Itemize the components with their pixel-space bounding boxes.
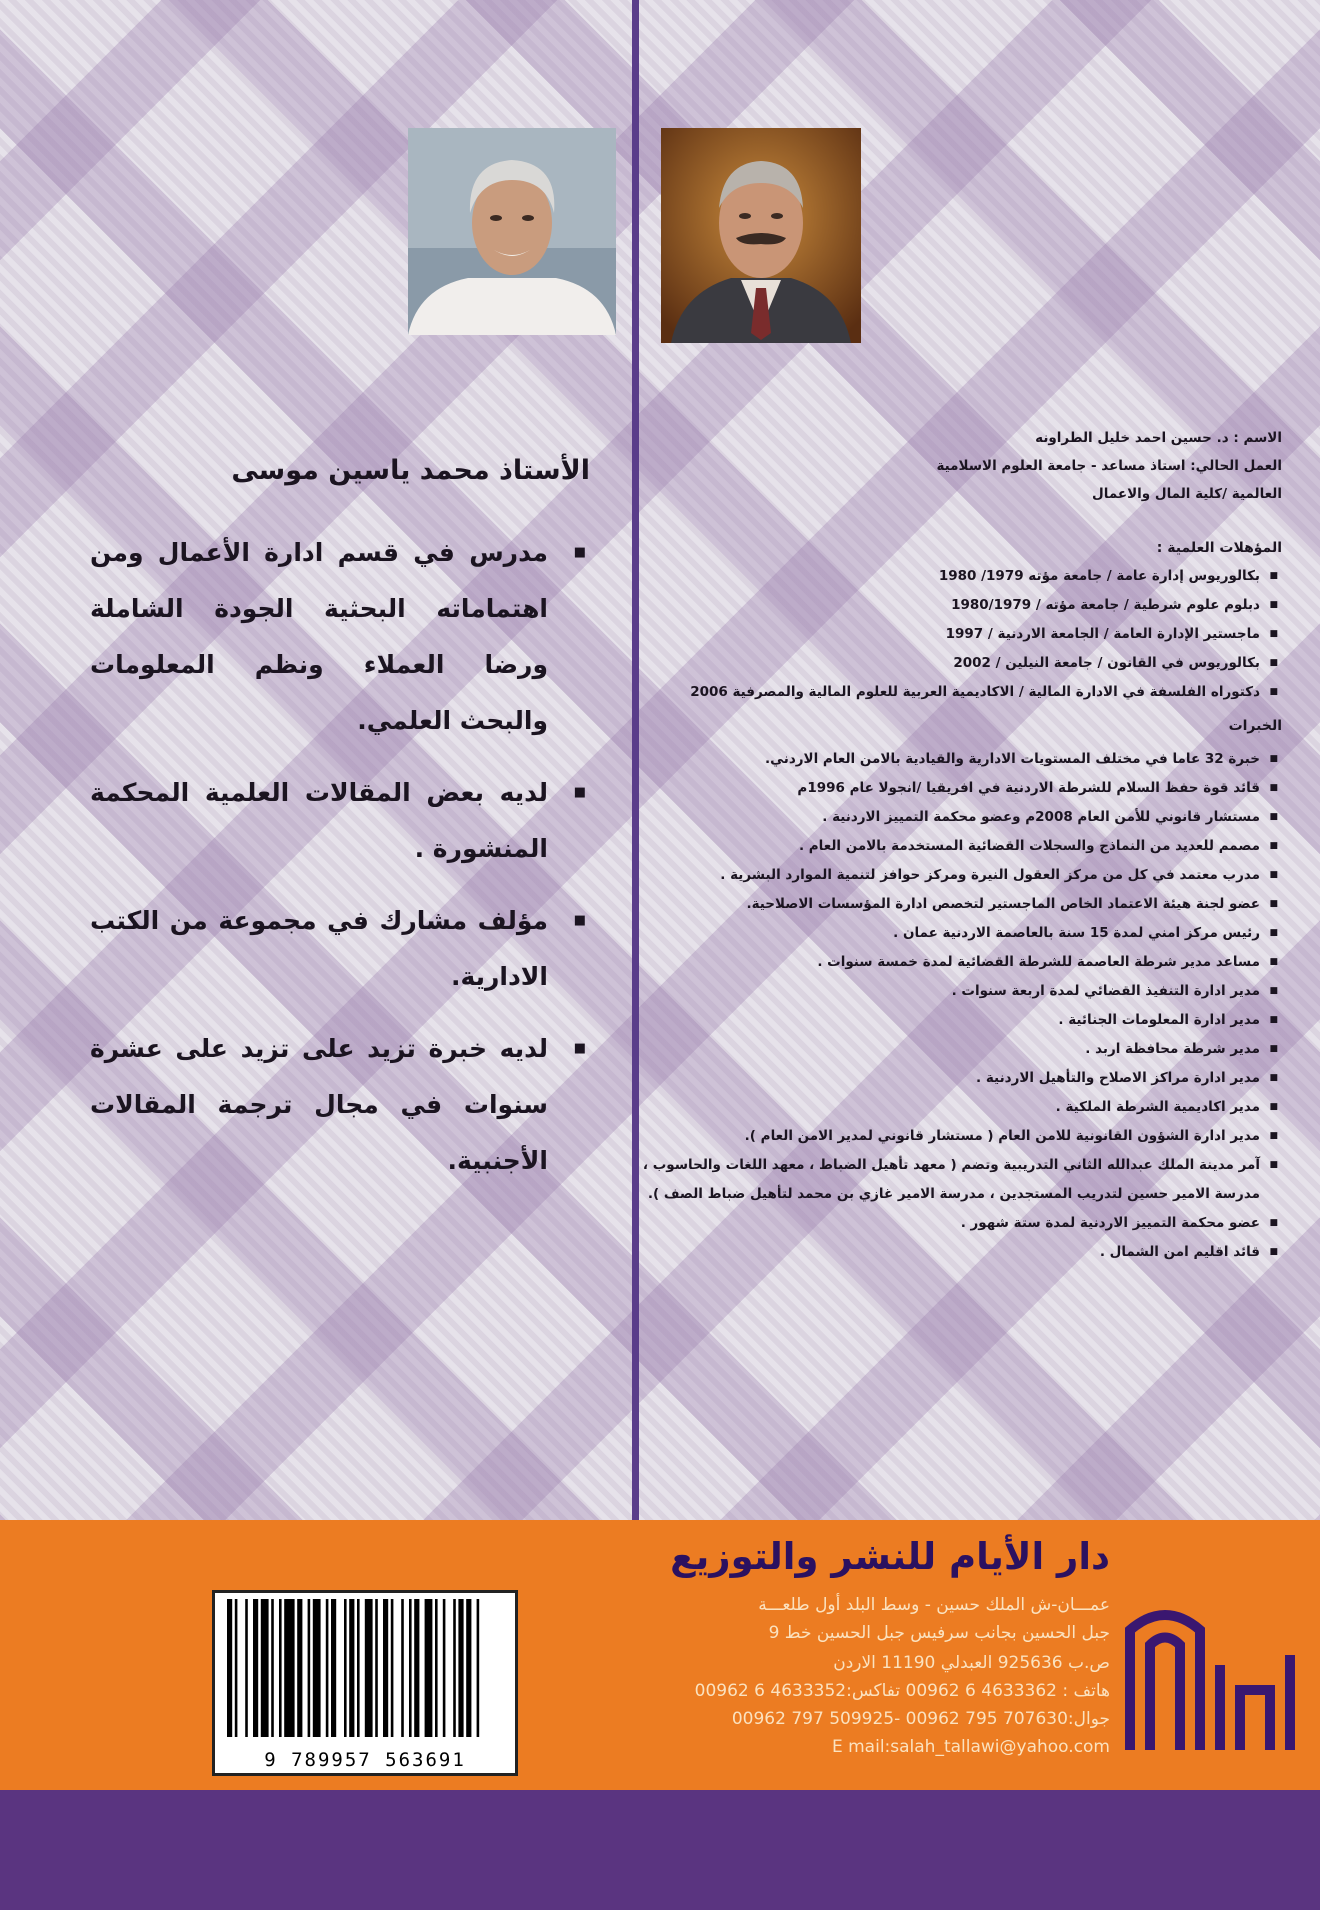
barcode-bar bbox=[308, 1599, 311, 1737]
barcode-bar bbox=[284, 1599, 294, 1737]
left-author-list bbox=[90, 525, 590, 1189]
barcode-bar bbox=[326, 1599, 329, 1737]
list-item: ■ رئيس مركز امني لمدة 15 سنة بالعاصمة الاردنية عمان . bbox=[640, 919, 1282, 948]
list-item: ■ قائد اقليم امن الشمال . bbox=[640, 1238, 1282, 1267]
list-item: ■ مدرب معتمد في كل من مركز العقول النيرة ومركز حوافز لتنمية الموارد البشرية . bbox=[640, 861, 1282, 890]
qualifications-section bbox=[640, 540, 1282, 556]
list-item: ■ خبرة 32 عاما في مختلف المستويات الادارية والقيادية بالامن العام الاردني. bbox=[640, 745, 1282, 774]
qualifications-title: المؤهلات العلمية : bbox=[1156, 540, 1282, 556]
isbn-number: 9 789957 563691 bbox=[264, 1749, 466, 1771]
job-line-1: العمل الحالي: استاذ مساعد - جامعة العلوم الاسلامية bbox=[936, 458, 1282, 474]
left-author-title: الأستاذ محمد ياسين موسى bbox=[231, 455, 590, 486]
author-photo-left bbox=[408, 128, 616, 335]
list-item: ■ مدير ادارة التنفيذ القضائي لمدة اربعة سنوات . bbox=[640, 977, 1282, 1006]
left-author-list-wrap bbox=[90, 525, 590, 1205]
barcode-bar bbox=[253, 1599, 258, 1737]
list-item: ■ مدير شرطة محافظة اربد . bbox=[640, 1035, 1282, 1064]
barcode-bar bbox=[453, 1599, 456, 1737]
qualifications-list bbox=[640, 562, 1282, 707]
barcode-bar bbox=[227, 1599, 232, 1737]
publisher-phone: هاتف : 4633362 6 00962 تفاكس:4633352 6 00962 bbox=[694, 1681, 1110, 1701]
barcode-bar bbox=[375, 1599, 378, 1737]
list-item: ■ مصمم للعديد من النماذج والسجلات القضائية المستخدمة بالامن العام . bbox=[640, 832, 1282, 861]
list-item: ■ قائد قوة حفظ السلام للشرطة الاردنية في افريقيا /انجولا عام 1996م bbox=[640, 774, 1282, 803]
barcode-bar bbox=[458, 1599, 463, 1737]
publisher-name: دار الأيام للنشر والتوزيع bbox=[670, 1535, 1110, 1578]
job-line-2: العالمية /كلية المال والاعمال bbox=[1092, 486, 1282, 502]
publisher-email: E mail:salah_tallawi@yahoo.com bbox=[831, 1737, 1110, 1757]
barcode-bar bbox=[297, 1599, 302, 1737]
bottom-band bbox=[0, 1790, 1320, 1910]
author-info-right bbox=[640, 424, 1282, 508]
vertical-divider bbox=[632, 0, 639, 1520]
barcode-bar bbox=[383, 1599, 388, 1737]
publisher-address-1: عمـــان-ش الملك حسين - وسط البلد أول طلعـــة bbox=[758, 1595, 1110, 1615]
name-line: الاسم : د. حسين احمد خليل الطراونه bbox=[1035, 430, 1282, 446]
barcode-bar bbox=[331, 1599, 336, 1737]
barcode-bar bbox=[365, 1599, 373, 1737]
publisher-logo bbox=[1120, 1600, 1300, 1754]
barcode-bar bbox=[414, 1599, 419, 1737]
barcode-bar bbox=[443, 1599, 446, 1737]
list-item: ■ عضو لجنة هيئة الاعتماد الخاص الماجستير لتخصص ادارة المؤسسات الاصلاحية. bbox=[640, 890, 1282, 919]
barcode-bar bbox=[466, 1599, 471, 1737]
experience-list-wrap bbox=[640, 745, 1282, 1267]
isbn-barcode bbox=[212, 1590, 518, 1776]
list-item: ■ دبلوم علوم شرطية / جامعة مؤته / 1980/1979 bbox=[640, 591, 1282, 620]
list-item: ■ لديه بعض المقالات العلمية المحكمة المنشورة . bbox=[90, 765, 590, 877]
barcode-bar bbox=[279, 1599, 282, 1737]
barcode-bar bbox=[477, 1599, 480, 1737]
barcode-bars bbox=[215, 1593, 515, 1743]
list-item: ■ عضو محكمة التمييز الاردنية لمدة ستة شهور . bbox=[640, 1209, 1282, 1238]
list-item: ■ مدير اكاديمية الشرطة الملكية . bbox=[640, 1093, 1282, 1122]
experience-title: الخبرات bbox=[1228, 718, 1282, 734]
list-item: ■ مدير ادارة المعلومات الجنائية . bbox=[640, 1006, 1282, 1035]
list-item: ■ بكالوريوس إدارة عامة / جامعة مؤته 1979/ 1980 bbox=[640, 562, 1282, 591]
barcode-bar bbox=[344, 1599, 347, 1737]
barcode-bar bbox=[261, 1599, 269, 1737]
publisher-mobile: جوال:707630 795 00962 -509925 797 00962 bbox=[731, 1709, 1110, 1729]
list-item: ■ لديه خبرة تزيد على تزيد على عشرة سنوات في مجال ترجمة المقالات الأجنبية. bbox=[90, 1021, 590, 1189]
list-item: ■ مؤلف مشارك في مجموعة من الكتب الادارية. bbox=[90, 893, 590, 1005]
list-item: ■ مساعد مدير شرطة العاصمة للشرطة القضائية لمدة خمسة سنوات . bbox=[640, 948, 1282, 977]
barcode-bar bbox=[313, 1599, 321, 1737]
barcode-bar bbox=[349, 1599, 354, 1737]
list-item: ■ مستشار قانوني للأمن العام 2008م وعضو محكمة التمييز الاردنية . bbox=[640, 803, 1282, 832]
list-item: ■ آمر مدينة الملك عبدالله الثاني التدريبية وتضم ( معهد تأهيل الضباط ، معهد اللغات والحاسوب ، مدرسة الامير حسين لتدريب المستجدين ، مدرسة الامير غازي بن محمد لتأهيل ضباط الصف ). bbox=[640, 1151, 1282, 1209]
qualifications-list-wrap bbox=[640, 562, 1282, 707]
barcode-bar bbox=[245, 1599, 248, 1737]
list-item: ■ مدرس في قسم ادارة الأعمال ومن اهتماماته البحثية الجودة الشاملة ورضا العملاء ونظم المعلومات والبحث العلمي. bbox=[90, 525, 590, 749]
experience-list bbox=[640, 745, 1282, 1267]
list-item: ■ بكالوريوس في القانون / جامعة النيلين / 2002 bbox=[640, 649, 1282, 678]
list-item: ■ دكتوراه الفلسفة في الادارة المالية / الاكاديمية العربية للعلوم المالية والمصرفية 2006 bbox=[640, 678, 1282, 707]
experience-section bbox=[640, 718, 1282, 734]
list-item: ■ مدير ادارة الشؤون القانونية للامن العام ( مستشار قانوني لمدير الامن العام ). bbox=[640, 1122, 1282, 1151]
barcode-bar bbox=[401, 1599, 404, 1737]
barcode-bar bbox=[435, 1599, 438, 1737]
author-photo-right bbox=[661, 128, 861, 343]
list-item: ■ مدير ادارة مراكز الاصلاح والتأهيل الاردنية . bbox=[640, 1064, 1282, 1093]
barcode-bar bbox=[425, 1599, 433, 1737]
list-item: ■ ماجستير الإدارة العامة / الجامعة الاردنية / 1997 bbox=[640, 620, 1282, 649]
barcode-bar bbox=[391, 1599, 394, 1737]
barcode-bar bbox=[271, 1599, 274, 1737]
barcode-bar bbox=[235, 1599, 238, 1737]
barcode-bar bbox=[409, 1599, 412, 1737]
publisher-address-2: جبل الحسين بجانب سرفيس جبل الحسين خط 9 bbox=[768, 1623, 1110, 1643]
publisher-pobox: ص.ب 925636 العبدلي 11190 الاردن bbox=[833, 1653, 1110, 1673]
barcode-bar bbox=[357, 1599, 360, 1737]
